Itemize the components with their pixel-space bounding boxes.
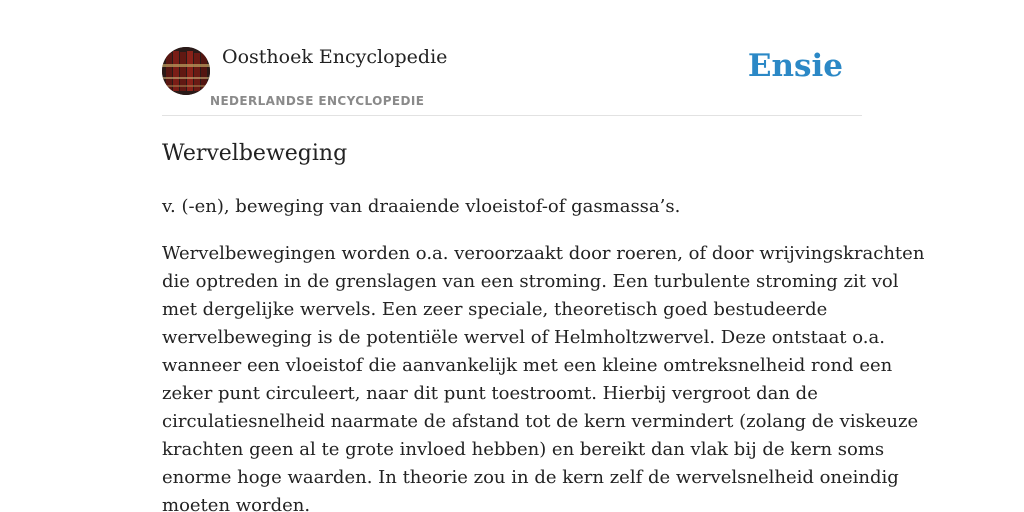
body-line: die optreden in de grenslagen van een stroming. Een turbulente stroming zit vol: [162, 271, 899, 292]
body-line: wervelbeweging is de potentiële wervel of Helmholtzwervel. Deze ontstaat o.a.: [162, 327, 885, 348]
source-avatar[interactable]: [162, 47, 210, 95]
article-title: Wervelbeweging: [162, 141, 348, 166]
source-subtitle: NEDERLANDSE ENCYCLOPEDIE: [210, 94, 425, 108]
article-definition: v. (-en), beweging van draaiende vloeistof-of gasmassa’s.: [162, 196, 681, 217]
body-line: circulatiesnelheid naarmate de afstand tot de kern vermindert (zolang de viskeuze: [162, 411, 919, 432]
body-line: moeten worden.: [162, 495, 311, 512]
page: [162, 0, 925, 512]
body-line: zeker punt circuleert, naar dit punt toestroomt. Hierbij vergroot dan de: [162, 383, 818, 404]
book-spines-icon: [162, 47, 210, 95]
source-name[interactable]: Oosthoek Encyclopedie: [222, 46, 448, 68]
body-line: met dergelijke wervels. Een zeer speciale, theoretisch goed bestudeerde: [162, 299, 828, 320]
body-line: wanneer een vloeistof die aanvankelijk met een kleine omtreksnelheid rond een: [162, 355, 893, 376]
body-line: Wervelbewegingen worden o.a. veroorzaakt door roeren, of door wrijvingskrachten: [162, 243, 925, 264]
header: [162, 0, 862, 116]
article-body: [162, 240, 925, 512]
body-line: krachten geen al te grote invloed hebben) en bereikt dan vlak bij de kern soms: [162, 439, 885, 460]
brand-logo[interactable]: Ensie: [747, 48, 843, 84]
body-line: enorme hoge waarden. In theorie zou in de kern zelf de wervelsnelheid oneindig: [162, 467, 899, 488]
